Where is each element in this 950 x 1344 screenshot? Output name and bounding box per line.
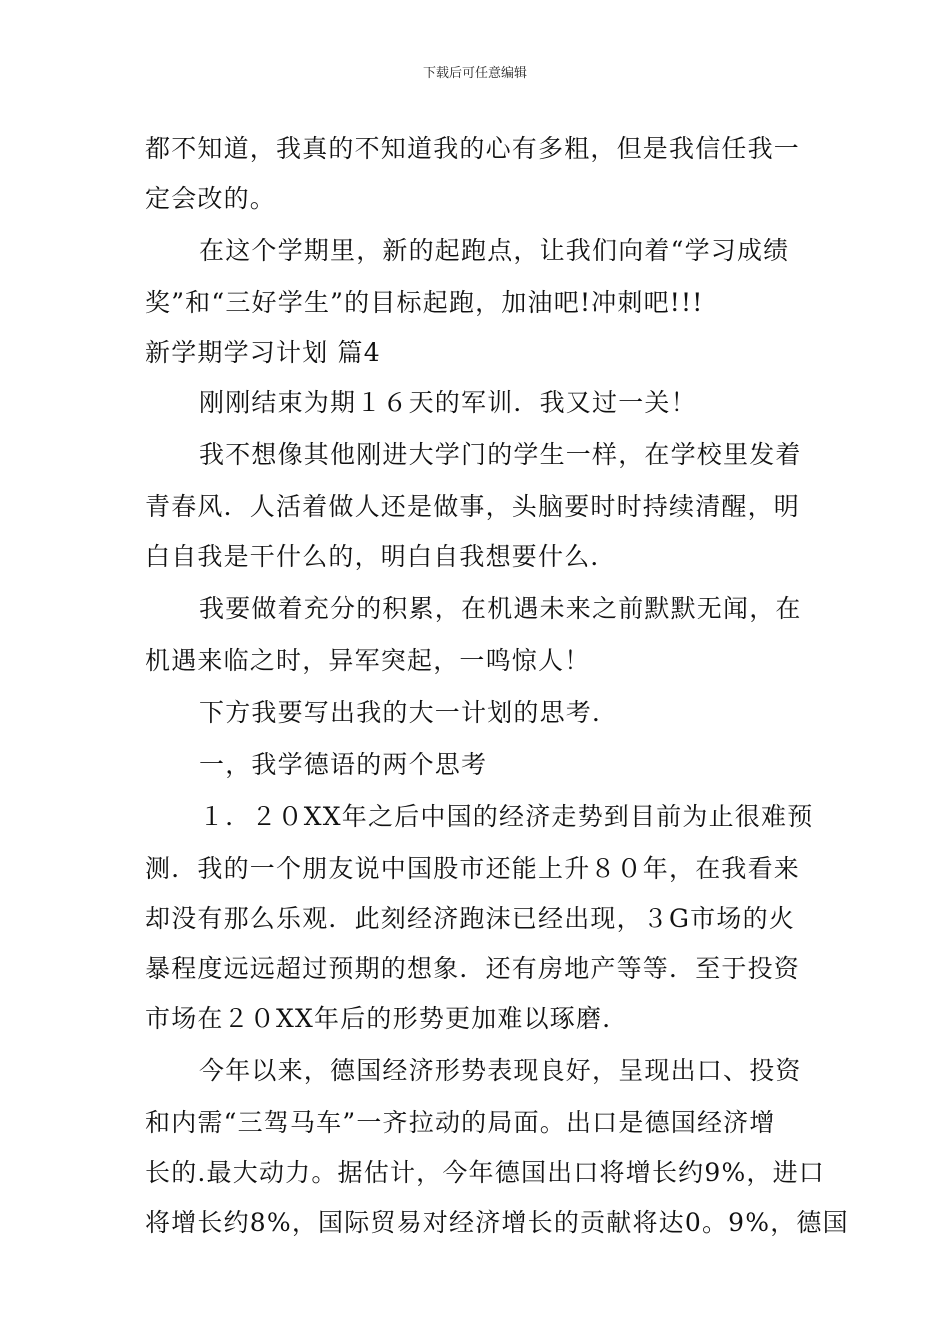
text-line: 市场在２０XX年后的形势更加难以琢磨． (145, 1004, 629, 1033)
document-body (145, 124, 849, 1248)
text-line: 长的.最大动力。据估计，今年德国出口将增长约9%，进口 (145, 1158, 826, 1187)
text-line: 在这个学期里，新的起跑点，让我们向着“学习成绩 (199, 236, 790, 265)
text-line: 将增长约8%，国际贸易对经济增长的贡献将达0。9%，德国 (145, 1208, 849, 1237)
text-line: 刚刚结束为期１６天的军训．我又过一关！ (199, 388, 697, 417)
sub-heading: 一，我学德语的两个思考 (199, 750, 488, 779)
page-header-note: 下载后可任意编辑 (422, 66, 527, 81)
section-heading: 新学期学习计划 篇4 (145, 338, 381, 367)
text-line: 青春风．人活着做人还是做事，头脑要时时持续清醒，明 (145, 492, 801, 521)
text-line: 和内需“三驾马车”一齐拉动的局面。出口是德国经济增 (145, 1108, 776, 1137)
text-line: １．２０XX年之后中国的经济走势到目前为止很难预 (199, 802, 814, 831)
text-line: 测．我的一个朋友说中国股市还能上升８０年，在我看来 (145, 854, 801, 883)
text-line: 奖”和“三好学生”的目标起跑，加油吧!冲刺吧!!! (145, 288, 704, 317)
text-line: 却没有那么乐观．此刻经济跑沫已经出现，３G市场的火 (145, 904, 795, 933)
text-line: 机遇来临之时，异军突起，一鸣惊人！ (145, 646, 591, 675)
text-line: 定会改的。 (145, 184, 277, 213)
text-line: 暴程度远远超过预期的想象．还有房地产等等．至于投资 (145, 954, 801, 983)
text-line: 下方我要写出我的大一计划的思考． (199, 698, 619, 727)
text-line: 都不知道，我真的不知道我的心有多粗，但是我信任我一 (145, 134, 801, 163)
text-line: 我不想像其他刚进大学门的学生一样，在学校里发着 (199, 440, 802, 469)
text-line: 我要做着充分的积累，在机遇未来之前默默无闻，在 (199, 594, 802, 623)
text-line: 白自我是干什么的，明白自我想要什么． (145, 542, 617, 571)
text-line: 今年以来，德国经济形势表现良好，呈现出口、投资 (199, 1056, 802, 1085)
